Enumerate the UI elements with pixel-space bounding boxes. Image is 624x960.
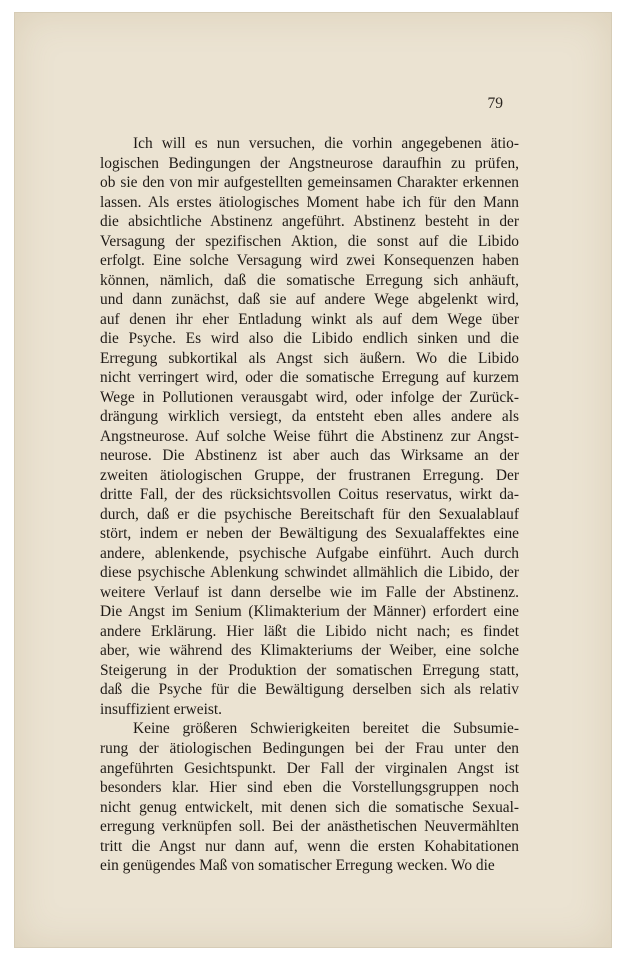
text-line: diese psychische Ablenkung schwindet allmählich die Libido, der bbox=[100, 564, 519, 582]
text-line: Wege in Pollutionen verausgabt wird, oder infolge der Zurück- bbox=[100, 388, 519, 406]
text-line: ein genügendes Maß von somatischer Erregung wecken. Wo die bbox=[100, 857, 495, 875]
paragraph bbox=[100, 134, 519, 719]
text-line: Steigerung in der Produktion der somatischen Erregung statt, bbox=[100, 661, 519, 679]
text-line: angeführten Gesichtspunkt. Der Fall der virginalen Angst ist bbox=[100, 759, 519, 777]
text-line: die Psyche. Es wird also die Libido endlich sinken und die bbox=[100, 330, 519, 348]
text-line: auf denen ihr eher Entladung winkt als auf dem Wege über bbox=[100, 310, 519, 328]
text-line: durch, daß er die psychische Bereitschaft für den Sexualablauf bbox=[100, 505, 519, 523]
page-number: 79 bbox=[487, 95, 503, 112]
text-line: stört, indem er neben der Bewältigung des Sexualaffektes eine bbox=[100, 525, 519, 543]
text-line: nicht verringert wird, oder die somatische Erregung auf kurzem bbox=[100, 369, 519, 387]
text-line: erfolgt. Eine solche Versagung wird zwei Konsequenzen haben bbox=[100, 252, 519, 270]
text-line: erregung verknüpfen soll. Bei der anästhetischen Neuvermählten bbox=[100, 818, 519, 836]
text-line: Keine größeren Schwierigkeiten bereitet die Subsumie- bbox=[133, 720, 519, 738]
text-line: nicht genug entwickelt, mit denen sich die somatische Sexual- bbox=[100, 798, 519, 816]
text-line: Die Angst im Senium (Klimakterium der Männer) erfordert eine bbox=[100, 603, 519, 621]
text-line: weitere Verlauf ist dann derselbe wie im Falle der Abstinenz. bbox=[100, 583, 519, 601]
text-line: zweiten ätiologischen Gruppe, der frustranen Erregung. Der bbox=[100, 466, 519, 484]
text-line: Versagung der spezifischen Aktion, die sonst auf die Libido bbox=[100, 232, 519, 250]
text-line: aber, wie während des Klimakteriums der Weiber, eine solche bbox=[100, 642, 519, 660]
text-line: Ich will es nun versuchen, die vorhin angegebenen ätio- bbox=[133, 135, 519, 152]
text-line: können, nämlich, daß die somatische Erregung sich anhäuft, bbox=[100, 271, 519, 289]
body-text bbox=[100, 134, 519, 876]
text-line: andere, ablenkende, psychische Aufgabe einführt. Auch durch bbox=[100, 544, 519, 562]
text-line: ob sie den von mir aufgestellten gemeinsamen Charakter erkennen bbox=[100, 174, 519, 192]
paragraph bbox=[100, 719, 519, 875]
text-line: tritt die Angst nur dann auf, wenn die ersten Kohabitationen bbox=[100, 837, 519, 855]
text-line: rung der ätiologischen Bedingungen bei der Frau unter den bbox=[100, 739, 519, 757]
text-line: besonders klar. Hier sind eben die Vorstellungsgruppen noch bbox=[100, 779, 519, 797]
text-line: Erregung subkortikal als Angst sich äußern. Wo die Libido bbox=[100, 349, 519, 367]
text-line: die absichtliche Abstinenz angeführt. Abstinenz besteht in der bbox=[100, 213, 519, 231]
text-line: lassen. Als erstes ätiologisches Moment habe ich für den Mann bbox=[100, 193, 519, 211]
text-line: andere Erklärung. Hier läßt die Libido nicht nach; es findet bbox=[100, 622, 519, 640]
text-line: Angstneurose. Auf solche Weise führt die Abstinenz zur Angst- bbox=[100, 427, 519, 445]
text-line: neurose. Die Abstinenz ist aber auch das Wirksame an der bbox=[100, 447, 519, 465]
text-line: und dann zunächst, daß sie auf andere Wege abgelenkt wird, bbox=[100, 291, 519, 309]
text-line: daß die Psyche für die Bewältigung derselben sich als relativ bbox=[100, 681, 519, 699]
text-line: drängung wirklich versiegt, da entsteht eben alles andere als bbox=[100, 408, 519, 426]
book-page bbox=[14, 12, 612, 948]
text-line: dritte Fall, der des rücksichtsvollen Coitus reservatus, wirkt da- bbox=[100, 486, 519, 504]
text-line: logischen Bedingungen der Angstneurose daraufhin zu prüfen, bbox=[100, 154, 519, 172]
text-line: insuffizient erweist. bbox=[100, 700, 222, 718]
